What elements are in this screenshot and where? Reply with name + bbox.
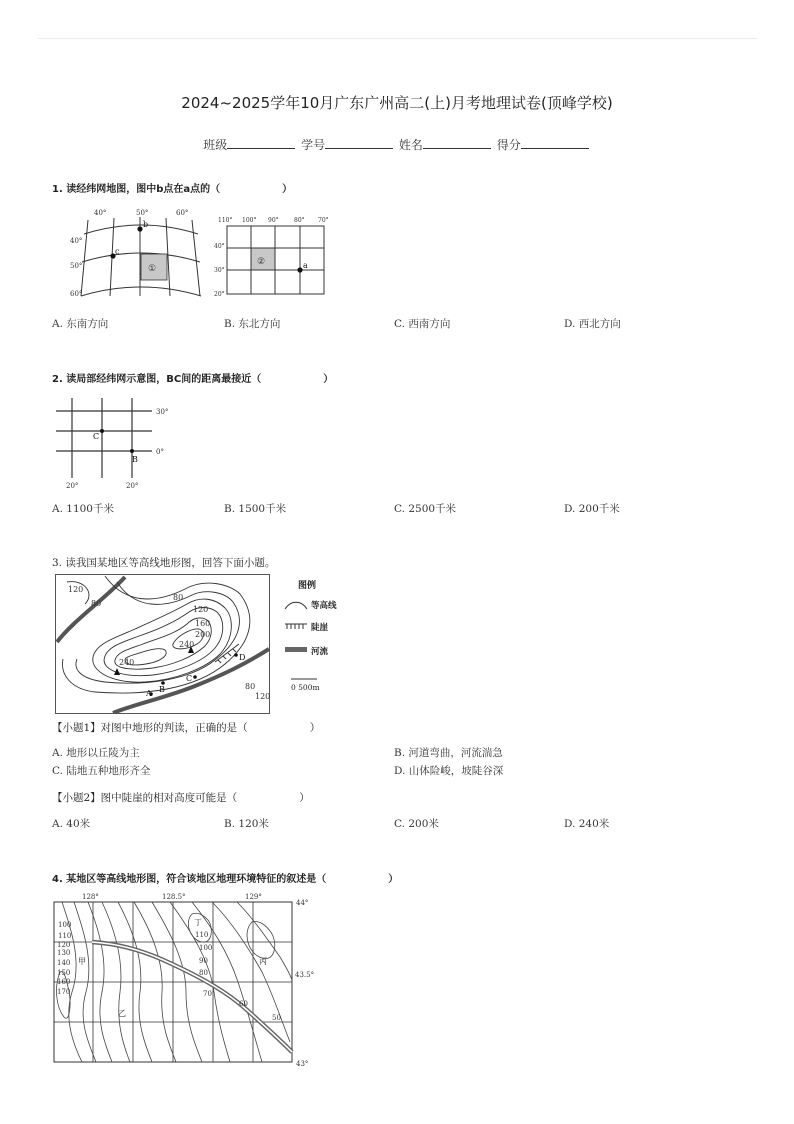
q4-contour-label: 90 [199,957,208,965]
id-field-label: 学号 [301,138,326,152]
q2-point-c-label: C [93,432,100,441]
student-info-row [0,136,794,153]
q2-point-c [100,429,104,433]
q3-contour-label: 120 [193,605,209,614]
q4-contour-map [52,892,322,1070]
q3-sub2-label: 【小题2】图中陡崖的相对高度可能是（ [52,792,238,804]
q3-stem-text: 读我国某地区等高线地形图，回答下面小题。 [65,557,276,569]
q3-sub1-stem: 【小题1】对图中地形的判读，正确的是（ ） [52,722,321,734]
name-field-label: 姓名 [398,138,423,152]
q3-contour-label: 240 [179,640,195,649]
q3-sub1-label: 【小题1】对图中地形的判读，正确的是（ [52,722,248,734]
q1-left-top-label: 60° [176,209,189,217]
q4-contour-label: 110 [58,932,72,940]
q4-contour-label: 130 [57,949,71,957]
q3-point-a-label: A [146,689,152,698]
q4-contour-label: 100 [199,944,213,952]
q3-sub1-option-c[interactable]: C. 陆地五种地形齐全 [52,765,151,777]
q3-contour-label: 120 [68,585,84,594]
q3-number: 3. [52,557,63,569]
river-legend-icon [285,647,307,652]
q3-point-d-label: D [239,653,246,662]
top-divider [38,38,758,39]
q3-sub1-option-a[interactable]: A. 地形以丘陵为主 [52,747,140,759]
q2-option-b[interactable]: B. 1500千米 [224,503,287,515]
q4-contour-label: 170 [57,988,71,996]
q4-contour-label: 70 [203,990,212,998]
q4-contour-label: 120 [57,941,71,949]
q2-lon-label: 20° [126,482,139,490]
q2-option-a[interactable]: A. 1100千米 [52,503,114,515]
q3-sub1-option-b[interactable]: B. 河道弯曲，河流湍急 [394,747,503,759]
q3-sub2-option-b[interactable]: B. 120米 [224,818,269,830]
q1-option-d[interactable]: D. 西北方向 [564,318,621,330]
q4-contour-label: 110 [195,931,209,939]
q2-graticule-map [52,394,182,492]
q2-lat-label: 30° [156,408,169,416]
q2-stem-text: 读局部经纬网示意图，BC间的距离最接近（ [66,374,262,385]
q3-sub2-option-c[interactable]: C. 200米 [394,818,439,830]
q1-cell-1-label: ① [148,264,157,274]
q4-lon-label: 129° [245,893,262,901]
q2-option-c[interactable]: C. 2500千米 [394,503,457,515]
q3-contour-label: 200 [195,630,211,639]
q3-contour-label: 80 [91,599,102,608]
q1-map-right [212,214,342,300]
q3-point-c [193,675,197,679]
q1-right-top-label: 110° [218,217,233,224]
id-blank[interactable] [325,138,393,149]
q2-point-b [130,449,134,453]
q4-lon-label: 128.5° [162,893,186,901]
q3-legend-title: 图例 [298,581,317,591]
q1-map-left [66,204,206,304]
q4-contour-label: 150 [57,969,71,977]
q3-point-c-label: C [186,674,193,683]
q4-stem-text: 某地区等高线地形图，符合该地区地理环境特征的叙述是（ [66,874,327,885]
q3-scale-label: 0 500m [291,683,320,692]
q3-sub2-stem: 【小题2】图中陡崖的相对高度可能是（ ） [52,792,310,804]
q3-contour-label: 80 [245,682,256,691]
q4-place-label: 丁 [194,918,202,927]
q2-number: 2. [52,374,63,385]
class-field-label: 班级 [203,138,228,152]
exam-title: 2024~2025学年10月广东广州高二(上)月考地理试卷(顶峰学校) [181,94,613,112]
q1-right-top-label: 90° [268,217,279,224]
q2-stem: 2. 读局部经纬网示意图，BC间的距离最接近（ ） [52,374,334,385]
q1-stem: 1. 读经纬网地图，图中b点在a点的（ ） [52,184,293,195]
q1-right-top-label: 70° [318,217,329,224]
q3-contour-label: 80 [173,593,184,602]
q1-right-side-label: 40° [214,243,225,250]
q1-right-side-label: 30° [214,267,225,274]
q3-contour-label: 120 [255,692,271,701]
q4-lat-label: 44° [296,899,309,907]
q3-legend-item: 陡崖 [311,623,329,633]
q2-option-d[interactable]: D. 200千米 [564,503,620,515]
q4-place-label: 丙 [259,957,267,966]
q3-stem [52,555,275,570]
q2-point-b-label: B [132,455,138,464]
q4-contour-label: 140 [57,959,71,967]
q1-option-c[interactable]: C. 西南方向 [394,318,451,330]
q4-contour-label: 80 [199,969,208,977]
q1-option-a[interactable]: A. 东南方向 [52,318,109,330]
q1-right-top-label: 100° [242,217,257,224]
q2-lat-label: 0° [156,448,164,456]
q4-lat-label: 43° [296,1060,309,1068]
q4-contour-label: 100 [58,921,72,929]
q3-sub2-option-a[interactable]: A. 40米 [52,818,91,830]
q1-cell-2-label: ② [257,257,266,267]
q4-contour-label: 60 [239,1000,248,1008]
q1-point-b [137,226,142,231]
q1-right-side-label: 20° [214,291,225,298]
score-field-label: 得分 [496,138,521,152]
score-blank[interactable] [521,138,589,149]
q4-place-label: 甲 [78,957,86,966]
q3-contour-label: 160 [195,619,211,628]
q1-number: 1. [52,184,63,195]
q1-point-b-label: b [143,220,149,229]
q1-point-c-label: c [115,247,120,256]
q1-left-side-label: 40° [70,237,83,245]
q4-contour-label: 160 [57,978,71,986]
class-blank[interactable] [227,138,295,149]
q4-number: 4. [52,874,63,885]
q1-point-a [297,267,302,272]
q4-contour-label: 50 [272,1014,281,1022]
contour-legend-icon [285,602,307,609]
q1-option-b[interactable]: B. 东北方向 [224,318,281,330]
q1-left-side-label: 50° [70,262,83,270]
q3-point-d [234,653,238,657]
q1-right-top-label: 80° [294,217,305,224]
q2-lon-label: 20° [66,482,79,490]
q1-left-top-label: 40° [94,209,107,217]
q4-stem: 4. 某地区等高线地形图，符合该地区地理环境特征的叙述是（ ） [52,874,399,885]
q1-left-top-label: 50° [136,209,149,217]
q3-sub2-option-d[interactable]: D. 240米 [564,818,610,830]
q3-legend-item: 等高线 [311,601,337,611]
q3-contour-label: 240 [119,658,135,667]
q4-lat-label: 43.5° [295,971,315,979]
q1-stem-text: 读经纬网地图，图中b点在a点的（ [66,184,221,195]
name-blank[interactable] [423,138,491,149]
q3-contour-map [55,574,345,714]
q3-sub1-option-d[interactable]: D. 山体险峻，坡陡谷深 [394,765,504,777]
q3-point-b-label: B [159,685,165,694]
q1-point-a-label: a [303,261,308,270]
q3-legend-item: 河流 [311,647,329,657]
q1-left-side-label: 60° [70,290,83,298]
cliff-legend-icon [285,624,307,629]
q4-lon-label: 128° [82,893,99,901]
q4-place-label: 乙 [118,1009,126,1018]
